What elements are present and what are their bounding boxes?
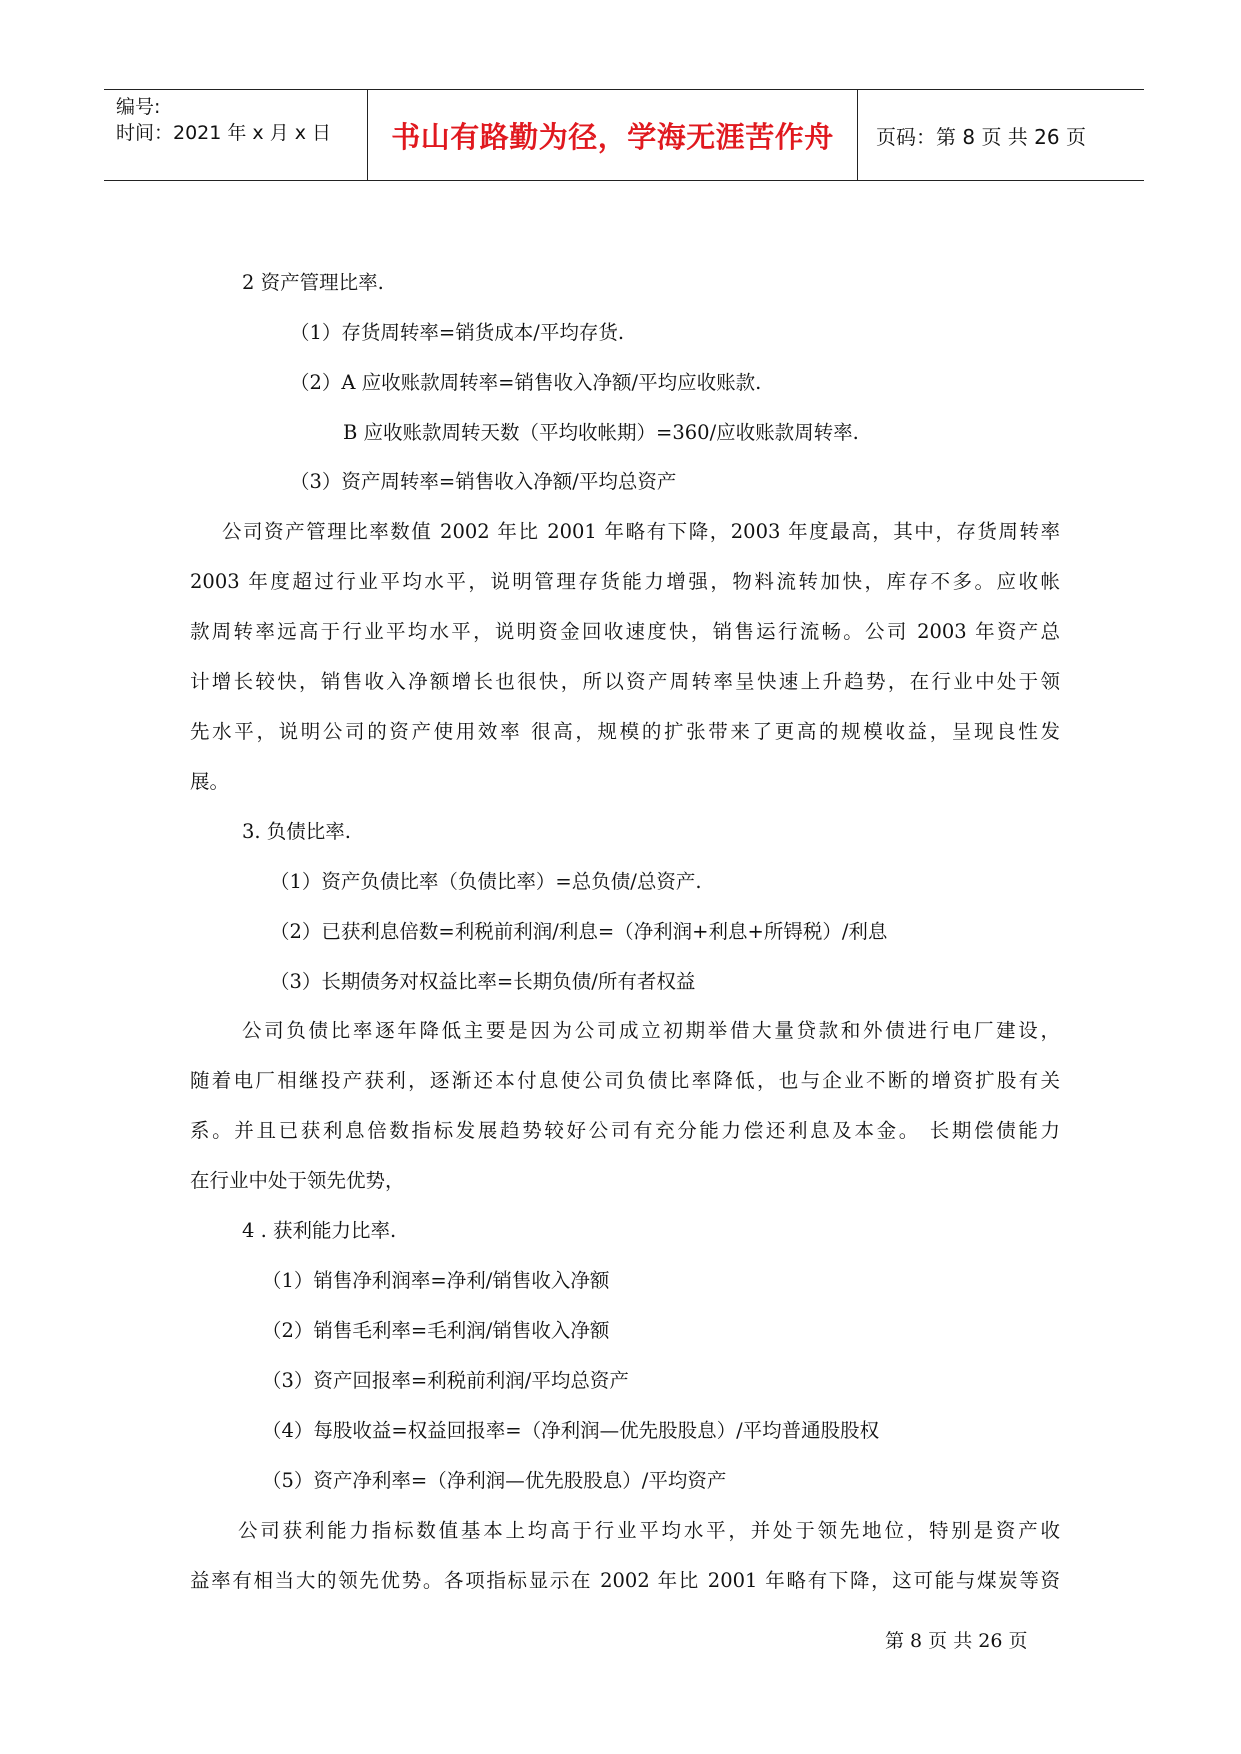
page-footer: 第 8 页 共 26 页 [885,1630,1028,1652]
paragraph-3-line-1: 公司获利能力指标数值基本上均高于行业平均水平，并处于领先地位，特别是资产收 [238,1519,1060,1542]
paragraph-2-line-2: 随着电厂相继投产获利，逐渐还本付息使公司负债比率降低，也与企业不断的增资扩股有关 [190,1069,1060,1092]
section-3-item-2: （2）已获利息倍数=利税前利润/利息=（净利润+利息+所锝税）/利息 [270,920,888,943]
paragraph-1-line-4: 计增长较快，销售收入净额增长也很快，所以资产周转率呈快速上升趋势，在行业中处于领 [190,670,1060,693]
section-4-item-4: （4）每股收益=权益回报率=（净利润—优先股股息）/平均普通股股权 [262,1419,880,1442]
page-header [104,89,1144,181]
section-2-item-2a: （2）A 应收账款周转率=销售收入净额/平均应收账款. [290,371,762,394]
document-number-label: 编号: [116,96,161,118]
section-2-item-2b: B 应收账款周转天数（平均收帐期）=360/应收账款周转率. [343,421,859,444]
section-4-item-2: （2）销售毛利率=毛利润/销售收入净额 [262,1319,610,1342]
paragraph-1-line-6: 展。 [190,770,230,793]
section-2-item-1: （1）存货周转率=销货成本/平均存货. [290,321,625,344]
paragraph-1-line-1: 公司资产管理比率数值 2002 年比 2001 年略有下降，2003 年度最高，其中，存货周转率 [222,520,1060,543]
paragraph-2-line-4: 在行业中处于领先优势， [190,1169,405,1192]
section-3-item-1: （1）资产负债比率（负债比率）=总负债/总资产. [270,870,702,893]
document-time-label: 时间：2021 年 x 月 x 日 [116,122,332,144]
paragraph-2-line-3: 系。并且已获利息倍数指标发展趋势较好公司有充分能力偿还利息及本金。 长期偿债能力 [190,1119,1060,1142]
section-2-title: 2 资产管理比率. [242,271,384,294]
paragraph-1-line-5: 先水平，说明公司的资产使用效率 很高，规模的扩张带来了更高的规模收益，呈现良性发 [190,720,1060,743]
paragraph-2-line-1: 公司负债比率逐年降低主要是因为公司成立初期举借大量贷款和外债进行电厂建设， [242,1019,1060,1042]
header-motto: 书山有路勤为径，学海无涯苦作舟 [368,90,858,180]
paragraph-3-line-2: 益率有相当大的领先优势。各项指标显示在 2002 年比 2001 年略有下降，这可能与煤炭等资 [190,1569,1060,1592]
paragraph-1-line-2: 2003 年度超过行业平均水平，说明管理存货能力增强，物料流转加快，库存不多。应收帐 [190,570,1060,593]
header-info-cell [104,90,368,180]
section-4-item-3: （3）资产回报率=利税前利润/平均总资产 [262,1369,629,1392]
section-3-item-3: （3）长期债务对权益比率=长期负债/所有者权益 [270,970,696,993]
section-4-item-5: （5）资产净利率=（净利润—优先股股息）/平均资产 [262,1469,727,1492]
section-3-title: 3. 负债比率. [242,820,352,843]
section-2-item-3: （3）资产周转率=销售收入净额/平均总资产 [290,470,677,493]
section-4-title: 4 . 获利能力比率. [242,1219,397,1242]
header-page-label: 页码：第 8 页 共 26 页 [876,124,1086,149]
section-4-item-1: （1）销售净利润率=净利/销售收入净额 [262,1269,610,1292]
paragraph-1-line-3: 款周转率远高于行业平均水平，说明资金回收速度快，销售运行流畅。公司 2003 年资产总 [190,620,1060,643]
